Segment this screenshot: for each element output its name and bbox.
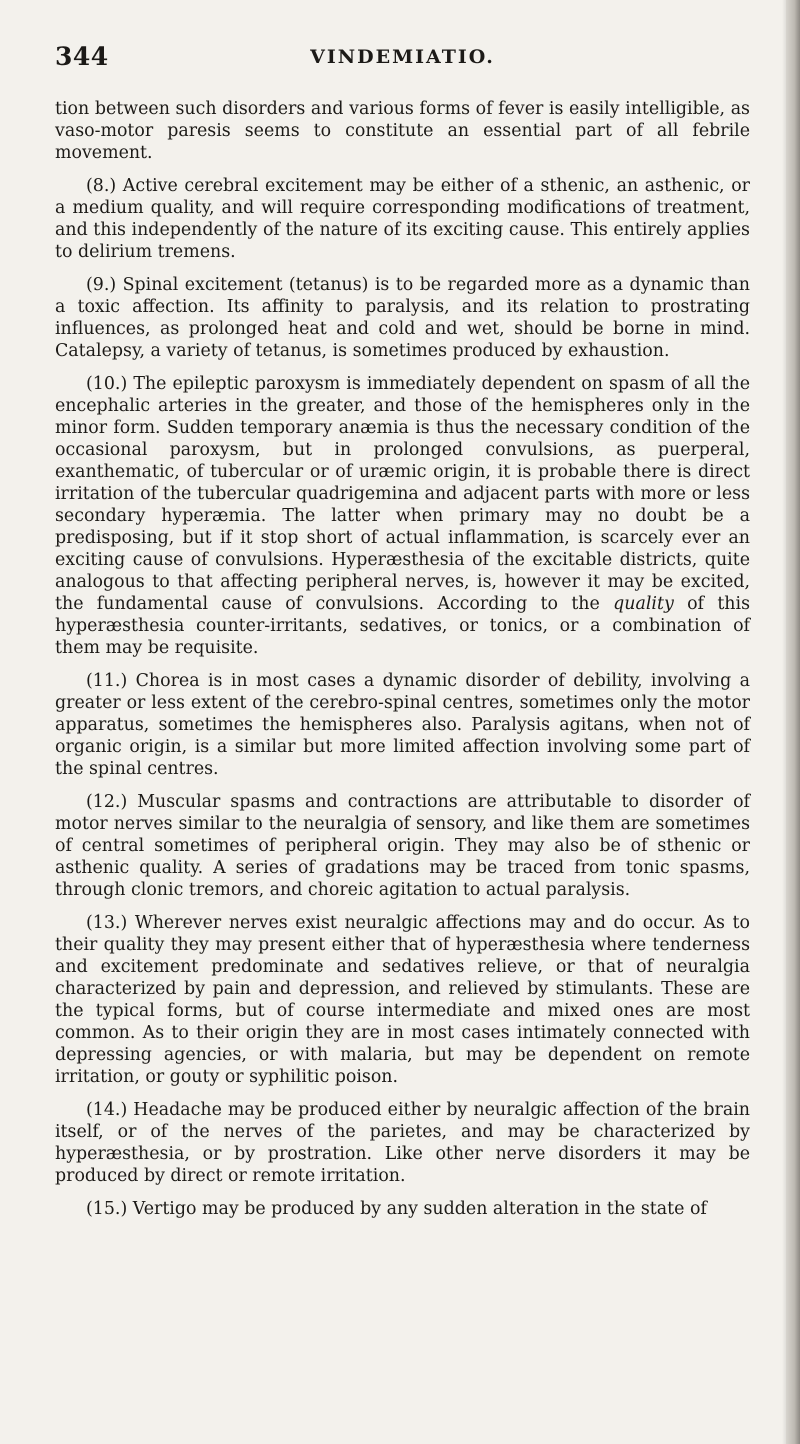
paragraph-10-text-end: of this hyperæsthesia counter-irritants, sedatives, or tonics, or a combination of them may be requisite. — [55, 594, 750, 658]
paragraph-10 — [55, 373, 750, 659]
paragraph-10-text-start: (10.) The epileptic paroxysm is immediately dependent on spasm of all the encephalic arteries in the greater, and those of the hemispheres only in the minor form. Sudden temporary anæmia is thus the necessary condition of the occasional paroxysm, but in prolonged convulsions, as puerperal, exanthematic, of tubercular or of uræmic origin, it is probable there is direct irritation of the tubercular quadrigemina and adjacent parts with more or less secondary hyperæmia. The latter when primary may no doubt be a predisposing, but if it stop short of actual inflammation, is scarcely ever an exciting cause of convulsions. Hyperæsthesia of the excitable districts, quite analogous to that affecting peripheral nerves, is, however it may be excited, the fundamental cause of convulsions. According to the — [55, 374, 750, 614]
paragraph-10-italic-quality: quality — [613, 594, 674, 614]
running-title: VINDEMIATIO. — [310, 46, 495, 68]
page-number: 344 — [55, 42, 109, 71]
paragraph-8: (8.) Active cerebral excitement may be either of a sthenic, an asthenic, or a medium quality, and will require corresponding modifications of treatment, and this independently of the nature of its exciting cause. This entirely applies to delirium tremens. — [55, 176, 750, 262]
body-text — [55, 98, 750, 1231]
page-header — [55, 42, 750, 76]
paragraph-14: (14.) Headache may be produced either by neuralgic affection of the brain itself, or of the nerves of the parietes, and may be characterized by hyperæsthesia, or by prostration. Like other nerve disorders it may be produced by direct or remote irritation. — [55, 1100, 750, 1186]
paragraph-continuation: tion between such disorders and various forms of fever is easily intelligible, as vaso-motor paresis seems to constitute an essential part of all febrile movement. — [55, 99, 750, 163]
paragraph-11: (11.) Chorea is in most cases a dynamic disorder of debility, involving a greater or less extent of the cerebro-spinal centres, sometimes only the motor apparatus, sometimes the hemispheres also. Paralysis agitans, when not of organic origin, is a similar but more limited affection involving some part of the spinal centres. — [55, 671, 750, 779]
page-edge — [786, 0, 800, 1444]
paragraph-12: (12.) Muscular spasms and contractions are attributable to disorder of motor nerves similar to the neuralgia of sensory, and like them are sometimes of central sometimes of peripheral origin. They may also be of sthenic or asthenic quality. A series of gradations may be traced from tonic spasms, through clonic tremors, and choreic agitation to actual paralysis. — [55, 792, 750, 900]
paragraph-9: (9.) Spinal excitement (tetanus) is to be regarded more as a dynamic than a toxic affection. Its affinity to paralysis, and its relation to prostrating influences, as prolonged heat and cold and wet, should be borne in mind. Catalepsy, a variety of tetanus, is sometimes produced by exhaustion. — [55, 275, 750, 361]
paragraph-13: (13.) Wherever nerves exist neuralgic affections may and do occur. As to their quality they may present either that of hyperæsthesia where tenderness and excitement predominate and sedatives relieve, or that of neuralgia characterized by pain and depression, and relieved by stimulants. These are the typical forms, but of course intermediate and mixed ones are most common. As to their origin they are in most cases intimately connected with depressing agencies, or with malaria, but may be dependent on remote irritation, or gouty or syphilitic poison. — [55, 913, 750, 1087]
paragraph-15: (15.) Vertigo may be produced by any sudden alteration in the state of — [86, 1199, 707, 1219]
